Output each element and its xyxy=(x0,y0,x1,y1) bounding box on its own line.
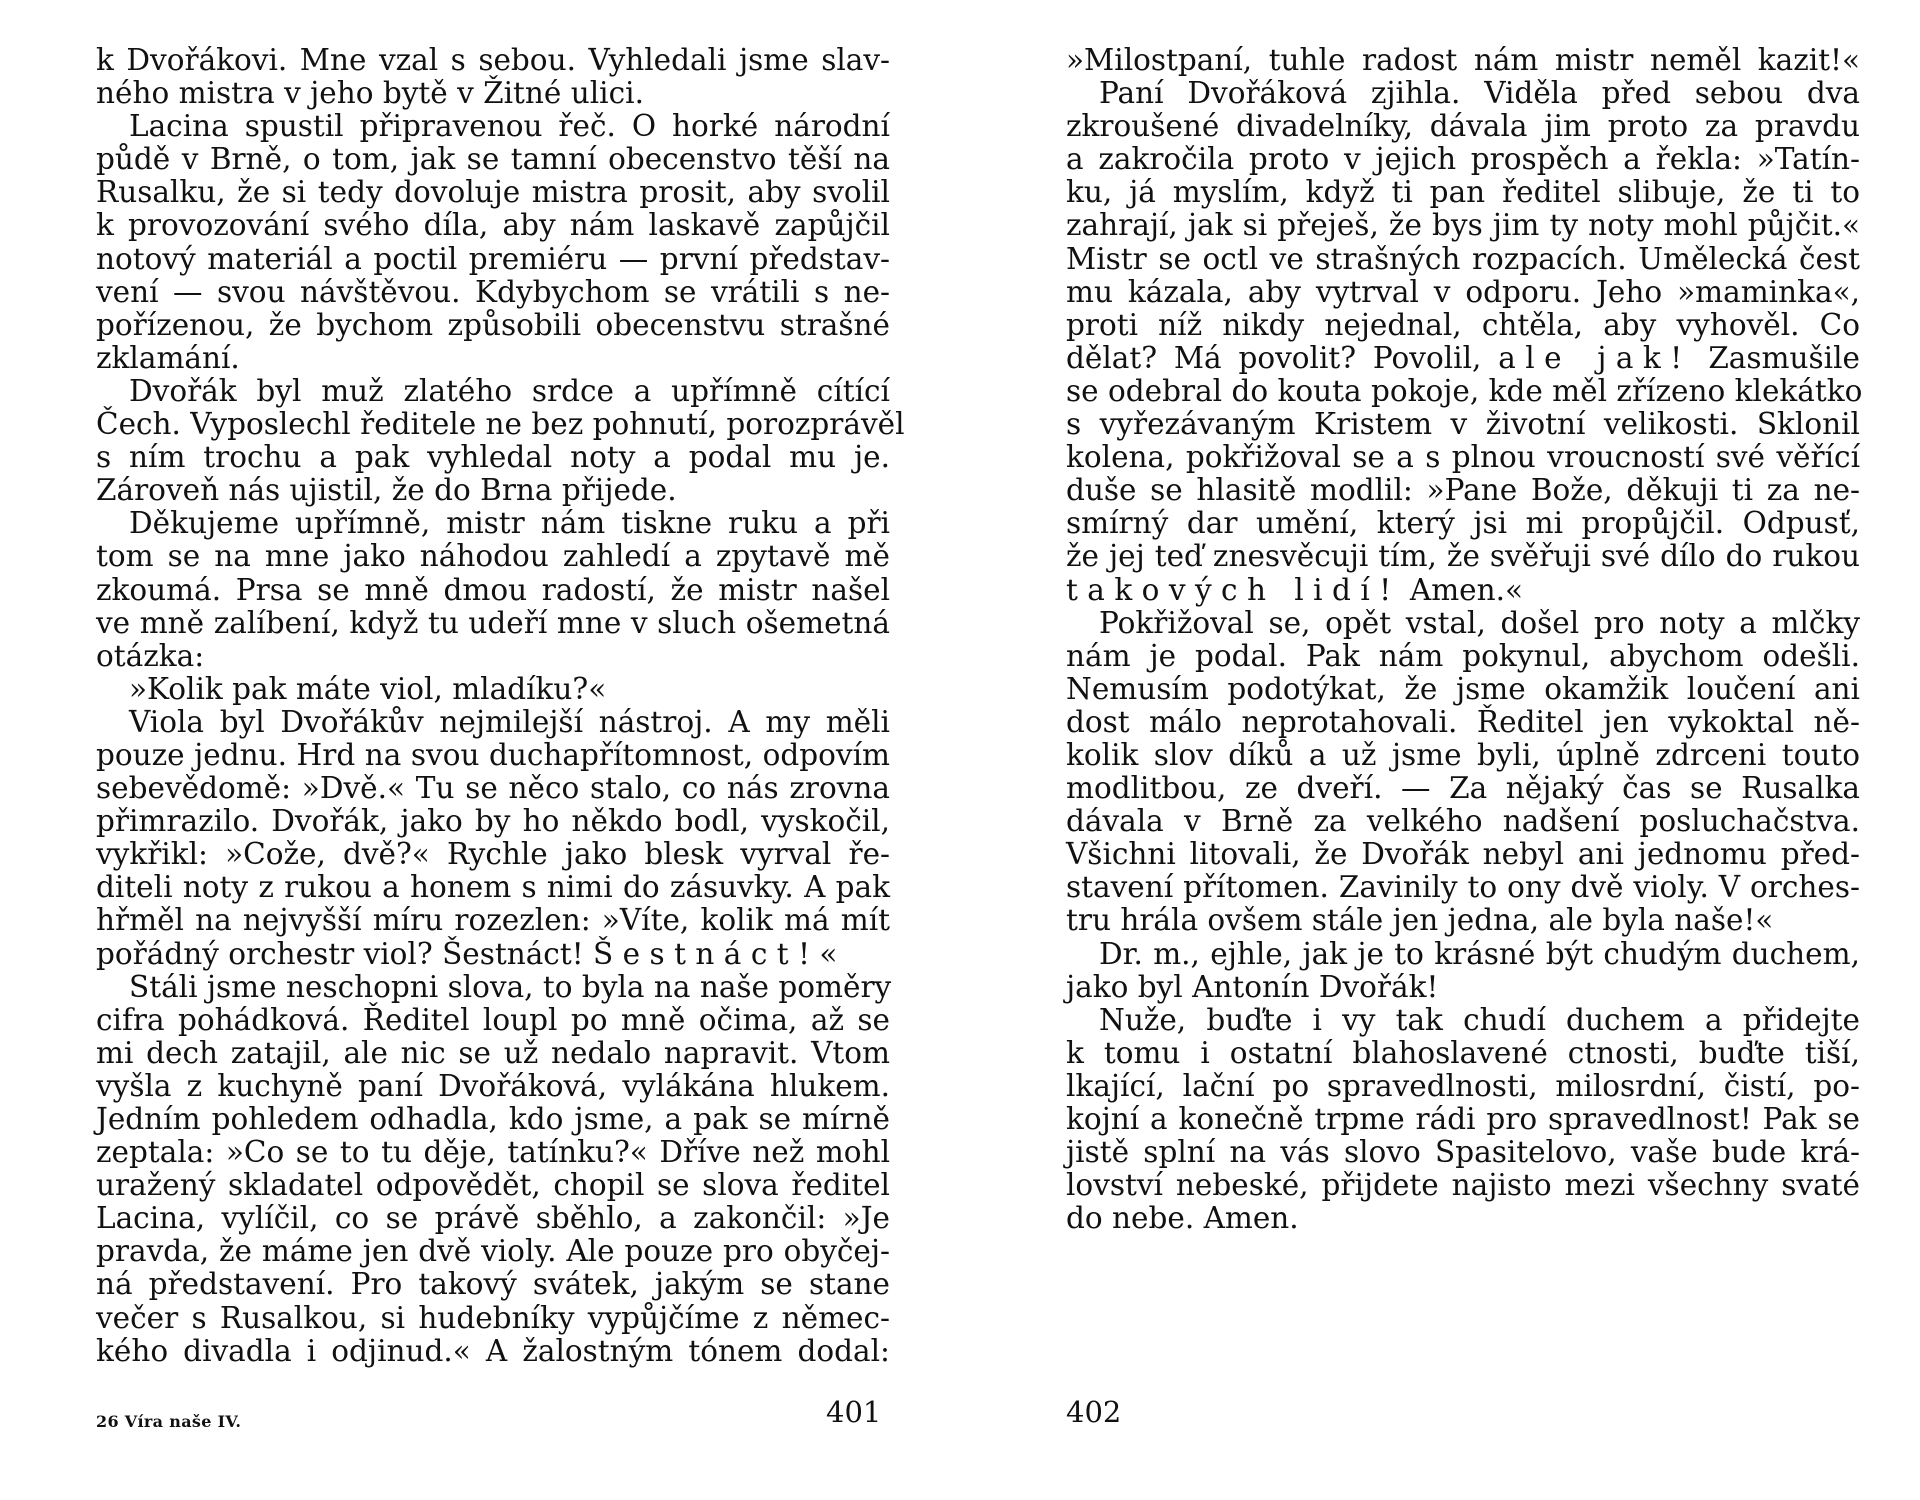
text-line: cifra pohádková. Ředitel loupl po mně očima, až se xyxy=(96,1002,890,1037)
text-line: proti níž nikdy nejednal, chtěla, aby vyhověl. Co xyxy=(1066,307,1860,342)
text-line: duše se hlasitě modlil: »Pane Bože, děkuji ti za ne- xyxy=(1066,473,1860,508)
text-line: dost málo neprotahovali. Ředitel jen vykoktal ně- xyxy=(1066,704,1860,739)
text-line xyxy=(1066,342,1860,375)
text-line: lkající, lační po spravedlnosti, milosrdní, čistí, po- xyxy=(1066,1068,1860,1103)
text-line: k tomu i ostatní blahoslavené ctnosti, buďte tiší, xyxy=(1066,1035,1860,1070)
text-line: vykřikl: »Cože, dvě?« Rychle jako blesk vyrval ře- xyxy=(96,837,890,872)
text-line: zahrají, jak si přeješ, že bys jim ty noty mohl půjčit.« xyxy=(1066,208,1860,243)
text-line: Mistr se octl ve strašných rozpacích. Umělecká čest xyxy=(1066,241,1860,276)
text-line: Zároveň nás ujistil, že do Brna přijede. xyxy=(96,473,677,508)
text-line: nám je podal. Pak nám pokynul, abychom odešli. xyxy=(1066,638,1860,673)
text-line: že jej teď znesvěcuji tím, že svěřuji své dílo do rukou xyxy=(1066,539,1860,574)
text-line: pořízenou, že bychom způsobili obecenstvu strašné xyxy=(96,307,890,342)
text-line: Čech. Vyposlechl ředitele ne bez pohnutí, porozprávěl xyxy=(96,407,905,442)
text-line: Pokřižoval se, opět vstal, došel pro noty a mlčky xyxy=(1099,605,1860,640)
text-line: zeptala: »Co se to tu děje, tatínku?« Dříve než mohl xyxy=(96,1135,890,1170)
text-line: zkoumá. Prsa se mně dmou radostí, že mistr našel xyxy=(96,572,890,607)
text-line: Lacina, vylíčil, co se právě sběhlo, a zakončil: »Je xyxy=(96,1201,890,1236)
text-line: kolik slov díků a už jsme byli, úplně zdrceni touto xyxy=(1066,737,1860,772)
text-line: pouze jednu. Hrd na svou duchapřítomnost, odpovím xyxy=(96,737,890,772)
text-line: tru hrála ovšem stále jen jedna, ale byla naše!« xyxy=(1066,903,1774,938)
text-line: Lacina spustil připravenou řeč. O horké národní xyxy=(129,109,890,144)
emphasized-text: ale jak! xyxy=(1498,340,1692,375)
text-line: Nuže, buďte i vy tak chudí duchem a přidejte xyxy=(1099,1002,1860,1037)
page-number-left: 401 xyxy=(826,1395,882,1429)
text-line: k provozování svého díla, aby nám laskavě zapůjčil xyxy=(96,208,890,243)
text-line: ného mistra v jeho bytě v Žitné ulici. xyxy=(96,76,644,111)
text-line: Stáli jsme neschopni slova, to byla na naše poměry xyxy=(129,969,892,1004)
text-line: tom se na mne jako náhodou zahledí a zpytavě mě xyxy=(96,539,890,574)
text-line: ku, já myslím, když ti pan ředitel slibuje, že ti to xyxy=(1066,175,1860,210)
text-line: Viola byl Dvořákův nejmilejší nástroj. A my měli xyxy=(129,704,890,739)
text-line: smírný dar umění, který jsi mi propůjčil. Odpusť, xyxy=(1066,506,1860,541)
text-line: »Kolik pak máte viol, mladíku?« xyxy=(129,671,607,706)
text-line xyxy=(1066,574,1860,607)
text-line: stavení přítomen. Zavinily to ony dvě violy. V orches- xyxy=(1066,870,1860,905)
text-line: jistě splní na vás slovo Spasitelovo, vaše bude krá- xyxy=(1066,1135,1860,1170)
text-line: jako byl Antonín Dvořák! xyxy=(1066,969,1439,1004)
left-page xyxy=(96,43,905,1368)
text-line: Paní Dvořáková zjihla. Viděla před sebou dva xyxy=(1099,76,1860,111)
text-line: diteli noty z rukou a honem s nimi do zásuvky. A pak xyxy=(96,870,890,905)
text-line: se odebral do kouta pokoje, kde měl zřízeno klekátko xyxy=(1066,373,1863,408)
text-line: vení — svou návštěvou. Kdybychom se vrátili s ne- xyxy=(96,274,890,309)
text-fragment: pořádný orchestr viol? Šestnáct! xyxy=(96,936,584,971)
text-line: vyšla z kuchyně paní Dvořáková, vylákána hlukem. xyxy=(96,1068,890,1103)
text-line: modlitbou, ze dveří. — Za nějaký čas se Rusalka xyxy=(1066,771,1860,806)
text-line: Dvořák byl muž zlatého srdce a upřímně cítící xyxy=(129,373,890,408)
text-line: sebevědomě: »Dvě.« Tu se něco stalo, co nás zrovna xyxy=(96,771,890,806)
text-fragment: Amen.« xyxy=(1409,572,1524,607)
text-line: Rusalku, že si tedy dovoluje mistra prosit, aby svolil xyxy=(96,175,890,210)
text-line: Všichni litovali, že Dvořák nebyl ani jednomu před- xyxy=(1066,837,1860,872)
left-page-text xyxy=(96,43,905,1368)
text-line: kolena, pokřižoval se a s plnou vroucností své věřící xyxy=(1066,440,1860,475)
text-line: s ním trochu a pak vyhledal noty a podal mu je. xyxy=(96,440,890,475)
right-page xyxy=(1066,43,1863,1236)
text-fragment: dělat? Má povolit? Povolil, xyxy=(1066,340,1482,375)
text-line: uražený skladatel odpovědět, chopil se slova ředitel xyxy=(96,1168,890,1203)
text-line: s vyřezávaným Kristem v životní velikosti. Sklonil xyxy=(1066,407,1860,442)
text-line: k Dvořákovi. Mne vzal s sebou. Vyhledali jsme slav- xyxy=(96,43,890,77)
signature-mark: 26 Víra naše IV. xyxy=(96,1412,242,1431)
text-line: dávala v Brně za velkého nadšení posluchačstva. xyxy=(1066,804,1860,839)
emphasized-text: Šestnáct!« xyxy=(592,936,847,971)
text-fragment: Zasmušile xyxy=(1708,340,1860,375)
text-line: do nebe. Amen. xyxy=(1066,1201,1299,1236)
text-line: hřměl na nejvyšší míru rozezlen: »Víte, kolik má mít xyxy=(96,903,890,938)
text-line xyxy=(96,938,890,971)
text-line: notový materiál a poctil premiéru — první představ- xyxy=(96,241,890,276)
text-line: ve mně zalíbení, když tu udeří mne v sluch ošemetná xyxy=(96,605,890,640)
text-line: ná představení. Pro takový svátek, jakým se stane xyxy=(96,1267,890,1302)
text-line: kého divadla i odjinud.« A žalostným tónem dodal: xyxy=(96,1333,890,1368)
text-line: otázka: xyxy=(96,638,205,673)
text-line: zkroušené divadelníky, dávala jim proto za pravdu xyxy=(1066,109,1860,144)
text-line: a zakročila proto v jejich prospěch a řekla: »Tatín- xyxy=(1066,142,1860,177)
text-line: mu kázala, aby vytrval v odporu. Jeho »maminka«, xyxy=(1066,274,1860,309)
right-page-text xyxy=(1066,43,1863,1236)
text-line: zklamání. xyxy=(96,340,240,375)
text-line: pravda, že máme jen dvě violy. Ale pouze pro obyčej- xyxy=(96,1234,890,1269)
text-line: Děkujeme upřímně, mistr nám tiskne ruku a při xyxy=(129,506,890,541)
text-line: kojní a konečně trpme rádi pro spravedlnost! Pak se xyxy=(1066,1102,1860,1136)
text-line: večer s Rusalkou, si hudebníky vypůjčíme z němec- xyxy=(96,1300,890,1335)
text-line: Nemusím podotýkat, že jsme okamžik loučení ani xyxy=(1066,671,1860,706)
text-line: »Milostpaní, tuhle radost nám mistr neměl kazit!« xyxy=(1066,43,1860,77)
emphasized-text: takových lidí! xyxy=(1066,572,1401,607)
text-line: mi dech zatajil, ale nic se už nedalo napravit. Vtom xyxy=(96,1035,890,1070)
text-line: Dr. m., ejhle, jak je to krásné být chudým duchem, xyxy=(1099,936,1860,971)
text-line: Jedním pohledem odhadla, kdo jsme, a pak se mírně xyxy=(96,1102,890,1136)
page-number-right: 402 xyxy=(1066,1395,1122,1429)
text-line: přimrazilo. Dvořák, jako by ho někdo bodl, vyskočil, xyxy=(96,804,890,839)
text-line: půdě v Brně, o tom, jak se tamní obecenstvo těší na xyxy=(96,142,890,177)
text-line: lovství nebeské, přijdete najisto mezi všechny svaté xyxy=(1066,1168,1860,1203)
